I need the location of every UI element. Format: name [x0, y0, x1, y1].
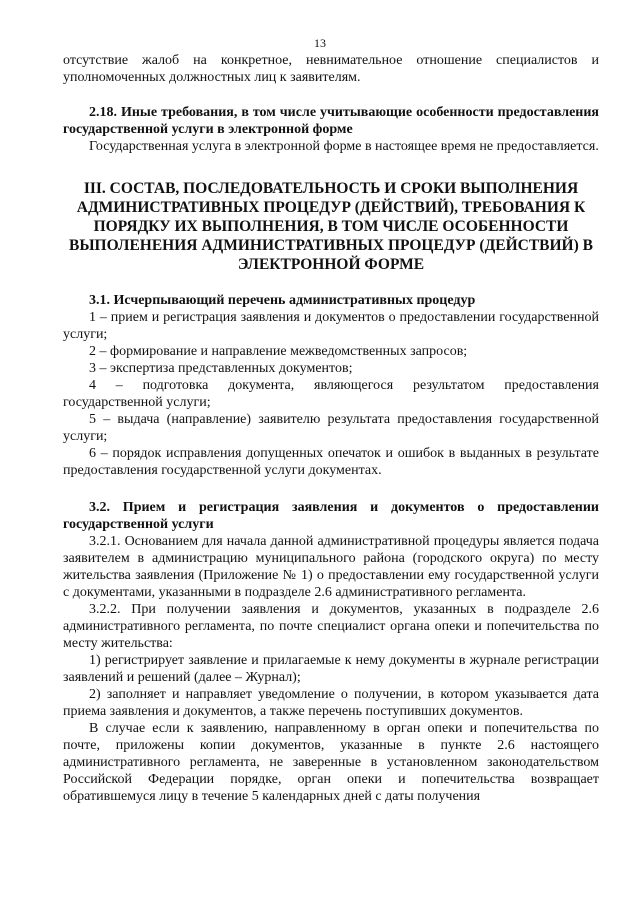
- list-item-procedure-5: 5 – выдача (направление) заявителю результата предоставления государственной услуги;: [63, 412, 599, 444]
- subsection-heading-2-18: 2.18. Иные требования, в том числе учитывающие особенности предоставления государственной услуги в электронной форме: [63, 105, 599, 137]
- list-item-procedure-4: 4 – подготовка документа, являющегося результатом предоставления государственной услуги;: [63, 378, 599, 410]
- subsection-heading-3-2: 3.2. Прием и регистрация заявления и документов о предоставлении государственной услуги: [63, 500, 599, 532]
- paragraph-3-2-2: 3.2.2. При получении заявления и документов, указанных в подразделе 2.6 административного регламента, по почте специалист органа опеки и попечительства по месту жительства:: [63, 602, 599, 651]
- paragraph-3-2-1: 3.2.1. Основанием для начала данной административной процедуры является подача заявителем в администрацию муниципального района (городского округа) по месту жительства заявления (Приложение № 1) о предоставлении ему государственной услуги с документами, указанными в подразделе 2.6 административного регламента.: [63, 534, 599, 600]
- document-body: [63, 52, 599, 805]
- list-item-procedure-1: 1 – прием и регистрация заявления и документов о предоставлении государственной услуги;: [63, 310, 599, 342]
- list-item-procedure-2: 2 – формирование и направление межведомственных запросов;: [89, 344, 468, 359]
- paragraph-electronic-form: Государственная услуга в электронной форме в настоящее время не предоставляется.: [89, 139, 599, 154]
- paragraph-mail-copies: В случае если к заявлению, направленному в орган опеки и попечительства по почте, приложены копии документов, указанные в пункте 2.6 настоящего административного регламента, не заверенные в установленном законодательством Российской Федерации порядке, орган опеки и попечительства возвращает обратившемуся лицу в течение 5 календарных дней с даты получения: [63, 721, 599, 804]
- list-item-notify: 2) заполняет и направляет уведомление о получении, в котором указывается дата приема заявления и документов, а также перечень поступивших документов.: [63, 687, 599, 719]
- page-number: 13: [314, 36, 326, 50]
- list-item-procedure-3: 3 – экспертиза представленных документов;: [89, 361, 353, 376]
- list-item-procedure-6: 6 – порядок исправления допущенных опечаток и ошибок в выданных в результате предоставления государственной услуги документах.: [63, 446, 599, 478]
- list-item-register: 1) регистрирует заявление и прилагаемые к нему документы в журнале регистрации заявлений и решений (далее – Журнал);: [63, 653, 599, 685]
- subsection-heading-3-1: 3.1. Исчерпывающий перечень административных процедур: [89, 293, 476, 308]
- paragraph-continuation: отсутствие жалоб на конкретное, невнимательное отношение специалистов и уполномоченных должностных лиц к заявителям.: [63, 53, 599, 85]
- section-title-iii: III. СОСТАВ, ПОСЛЕДОВАТЕЛЬНОСТЬ И СРОКИ ВЫПОЛНЕНИЯ АДМИНИСТРАТИВНЫХ ПРОЦЕДУР (ДЕЙСТВИЙ), ТРЕБОВАНИЯ К ПОРЯДКУ ИХ ВЫПОЛНЕНИЯ, В ТОМ ЧИСЛЕ ОСОБЕННОСТИ ВЫПОЛЕНЕНИЯ АДМИНИСТРАТИВНЫХ ПРОЦЕДУР (ДЕЙСТВИЙ) В ЭЛЕКТРОННОЙ ФОРМЕ: [69, 180, 593, 273]
